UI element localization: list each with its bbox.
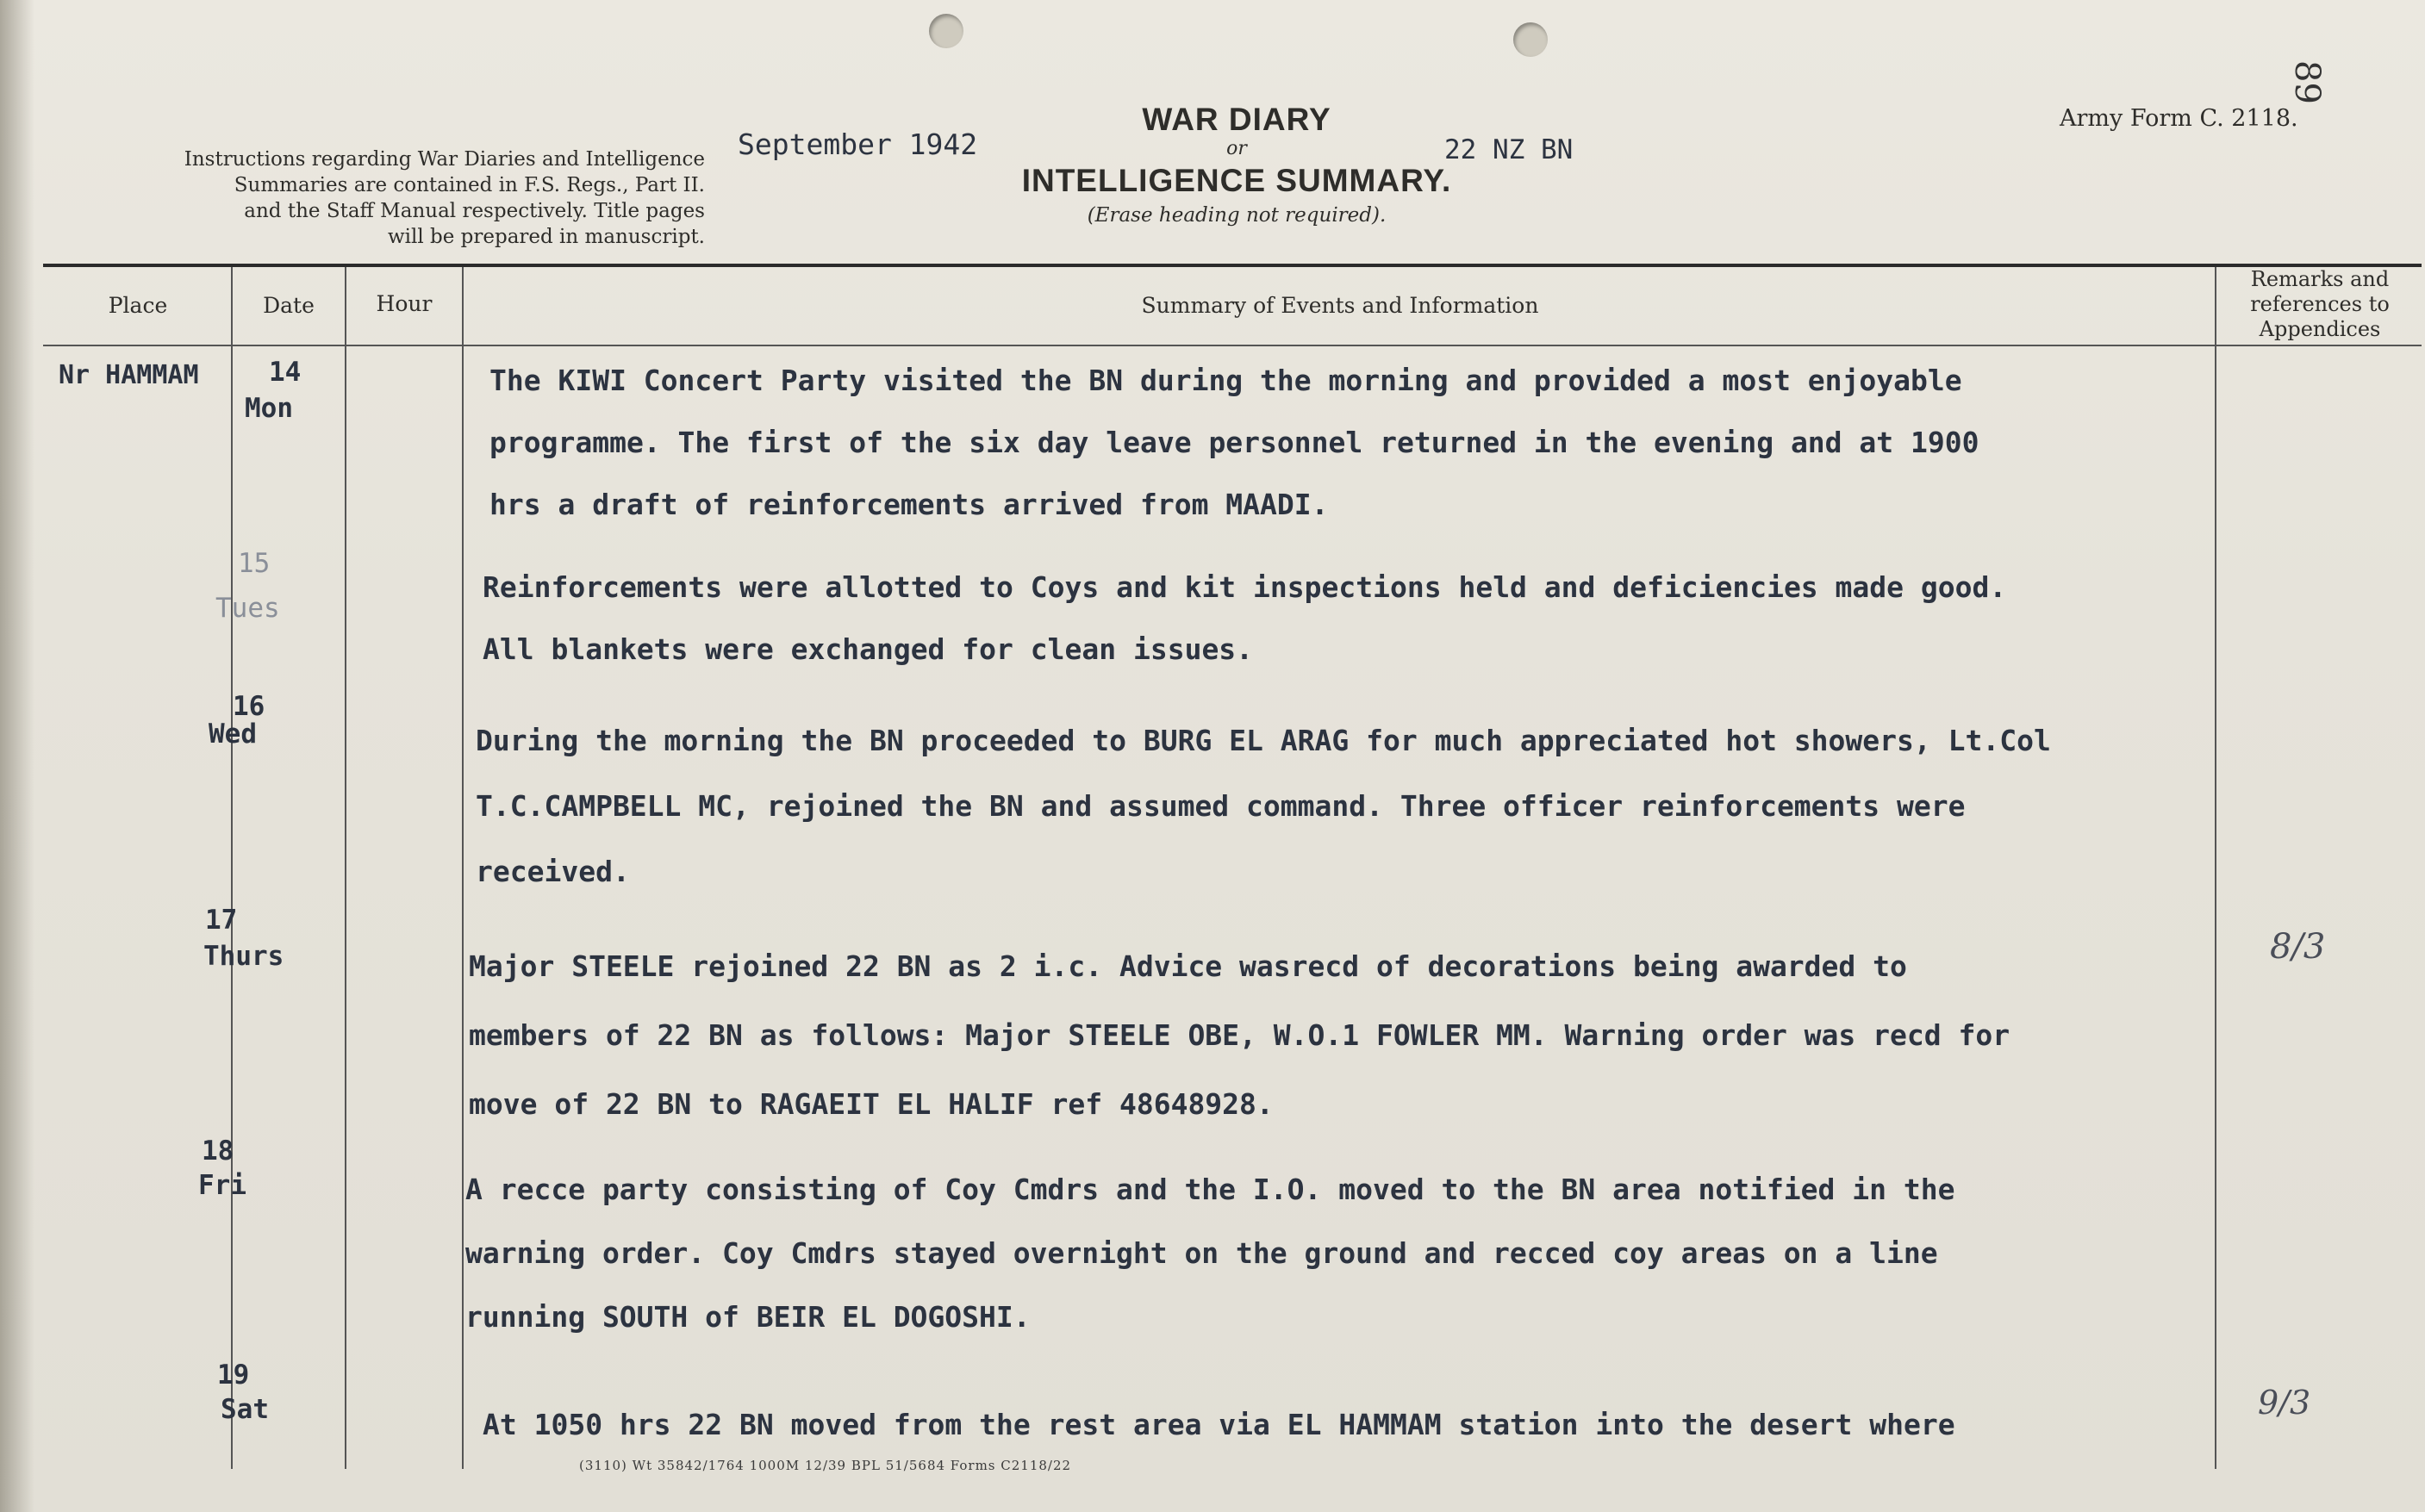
entry-day-name: Wed	[209, 719, 257, 750]
entry-line: warning order. Coy Cmdrs stayed overnight on the ground and recced coy areas on a line	[465, 1236, 1938, 1270]
entry-line: Major STEELE rejoined 22 BN as 2 i.c. Advice wasrecd of decorations being awarded to	[469, 949, 1907, 983]
column-divider	[345, 267, 346, 1469]
entry-line: received.	[476, 855, 630, 888]
entry-line: members of 22 BN as follows: Major STEELE OBE, W.O.1 FOWLER MM. Warning order was recd for	[469, 1018, 2010, 1052]
title-or: or	[1226, 138, 1247, 159]
instructions-line: Instructions regarding War Diaries and Intelligence	[184, 148, 705, 171]
entry-line: T.C.CAMPBELL MC, rejoined the BN and assumed command. Three officer reinforcements were	[476, 789, 1966, 823]
entry-line: hrs a draft of reinforcements arrived from MAADI.	[489, 488, 1329, 521]
entry-day-name: Sat	[221, 1394, 269, 1425]
army-form-number: Army Form C. 2118.	[2060, 105, 2298, 132]
entry-day-number: 15	[238, 548, 271, 579]
entry-day-number: 14	[269, 357, 302, 388]
remarks-header-line: Remarks and	[2250, 267, 2390, 291]
entry-day-number: 18	[202, 1136, 234, 1167]
instructions-line: and the Staff Manual respectively. Title pages	[244, 200, 705, 222]
entry-day-name: Thurs	[203, 941, 284, 972]
entry-text	[489, 350, 1979, 536]
column-header-hour: Hour	[376, 291, 433, 316]
column-divider	[462, 267, 464, 1469]
entry-line: At 1050 hrs 22 BN moved from the rest area via EL HAMMAM station into the desert where	[483, 1408, 1955, 1441]
entry-text	[483, 557, 2006, 681]
column-divider	[2215, 267, 2216, 1469]
entry-line: running SOUTH of BEIR EL DOGOSHI.	[465, 1300, 1031, 1334]
column-header-place: Place	[108, 293, 168, 318]
entry-line: The KIWI Concert Party visited the BN during the morning and provided a most enjoyable	[489, 364, 1962, 397]
remarks-header-line: Appendices	[2259, 317, 2381, 341]
remark-reference: 8/3	[2270, 927, 2326, 967]
table-top-rule	[43, 264, 2422, 267]
column-header-rule	[43, 345, 2422, 346]
entry-text	[469, 932, 2010, 1139]
form-print-code: (3110) Wt 35842/1764 1000M 12/39 BPL 51/5684 Forms C2118/22	[579, 1458, 1072, 1473]
entry-text	[476, 708, 2051, 905]
unit-name: 22 NZ BN	[1444, 134, 1574, 165]
entry-line: All blankets were exchanged for clean issues.	[483, 632, 1254, 666]
erase-heading-note: (Erase heading not required).	[1087, 204, 1387, 227]
instructions-line: Summaries are contained in F.S. Regs., Part II.	[234, 174, 705, 196]
page-number: 89	[2287, 60, 2327, 104]
remarks-header-line: references to	[2250, 292, 2390, 316]
remark-reference: 9/3	[2258, 1384, 2311, 1422]
entry-day-number: 16	[233, 691, 265, 722]
month-year: September 1942	[738, 128, 978, 161]
place-value: Nr HAMMAM	[59, 360, 199, 390]
column-divider	[231, 267, 233, 1469]
entry-day-name: Mon	[245, 393, 293, 424]
instructions-block	[110, 146, 705, 250]
entry-day-number: 19	[217, 1360, 250, 1391]
punch-hole	[1513, 22, 1548, 57]
entry-day-name: Tues	[215, 593, 280, 624]
title-war-diary: WAR DIARY	[1142, 102, 1331, 137]
entry-line: move of 22 BN to RAGAEIT EL HALIF ref 48648928.	[469, 1087, 1274, 1121]
entry-day-number: 17	[205, 905, 238, 936]
column-header-summary: Summary of Events and Information	[1141, 293, 1539, 318]
entry-line: A recce party consisting of Coy Cmdrs and the I.O. moved to the BN area notified in the	[465, 1173, 1955, 1206]
form-title	[948, 102, 1525, 227]
entry-day-name: Fri	[198, 1170, 246, 1201]
punch-hole	[929, 14, 963, 48]
entry-line: Reinforcements were allotted to Coys and kit inspections held and deficiencies made good.	[483, 570, 2007, 604]
page-edge-shadow	[0, 0, 34, 1512]
entry-text	[483, 1394, 1955, 1456]
entry-text	[465, 1158, 1955, 1349]
instructions-line: will be prepared in manuscript.	[387, 226, 705, 248]
entry-line: programme. The first of the six day leave personnel returned in the evening and at 1900	[489, 426, 1979, 459]
column-header-date: Date	[263, 293, 315, 318]
column-header-remarks	[2216, 267, 2423, 342]
title-intelligence-summary: INTELLIGENCE SUMMARY.	[1021, 163, 1452, 198]
entry-line: During the morning the BN proceeded to BURG EL ARAG for much appreciated hot showers, Lt.Col	[476, 724, 2051, 757]
